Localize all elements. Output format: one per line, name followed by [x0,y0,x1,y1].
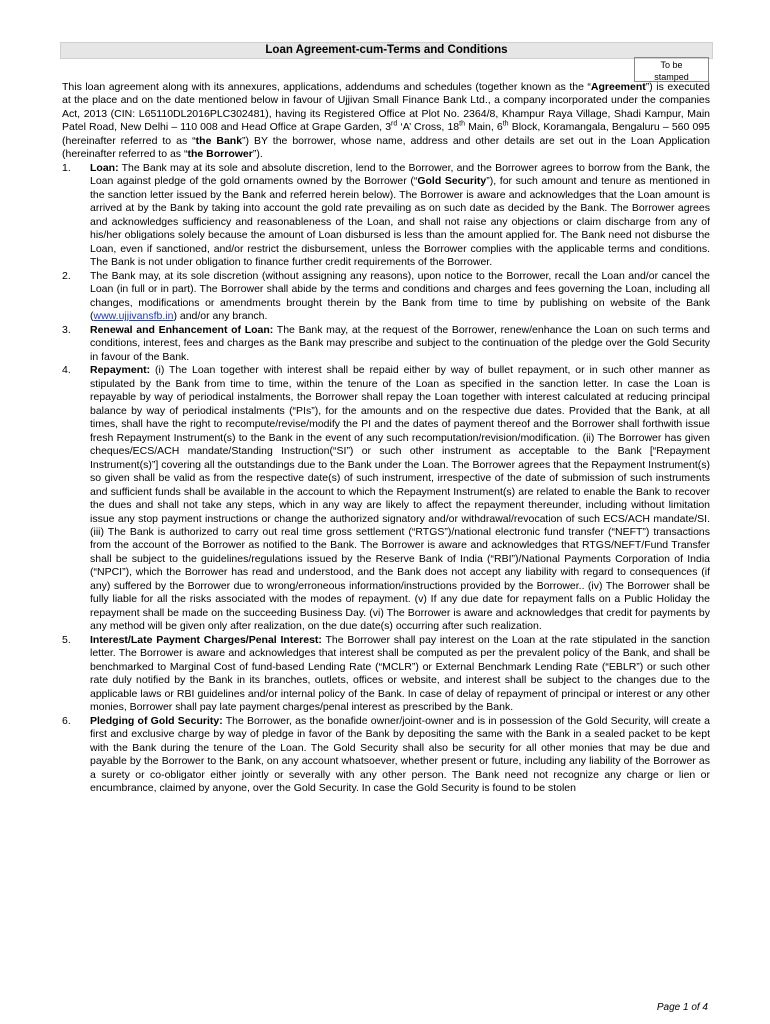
clause-number: 6. [62,714,71,727]
clause-number: 1. [62,161,71,174]
stamp-line-1: To be [660,60,683,70]
clause-heading: Repayment: [90,364,151,377]
bank-website-link[interactable]: www.ujjivansfb.in [93,310,174,323]
clause-heading: Interest/Late Payment Charges/Penal Interest: [90,633,322,646]
clause-4-repayment: 4. Repayment: (i) The Loan together with interest shall be repaid either by way of bullet repayment, or in such other manner as stipulated by the Bank from time to time, within the tenure of the Loan as specified in the sanction letter. In case the Loan is repayable by way of periodical instalments, the Borrower shall repay the Loan together with interest calculated at reducing principal balance by way of periodical instalments (“PIs”), for the amounts and on the respective due dates. Provided that the Bank, at all times, shall have the right to recompute/revise/modify the PI and the dates of payment thereof and the Borrower shall forthwith issue fresh Repayment Instrument(s) to the Bank in the event of any such recomputation/revision/modification. (ii) The Borrower has given cheques/ECS/ACH mandate/Standing Instruction(“SI”) or such other instrument as acceptable to the Bank [“Repayment Instrument(s)”] covering all the outstandings due to the Bank under the Loan. The Borrower agrees that the Repayment Instrument(s) so given shall be valid as from the respective date(s) of such instrument, irrespective of the date of submission of such instruments and sufficient funds shall be available in the account to which the Repayment Instrument(s) are related to enable the Bank to recover the dues and shall not take any steps, which in any way are likely to affect the repayment thereunder, including without limitation issue any stop payment instructions or change the authorized signatory and/or withdrawal/revocation of such ECS/ACH mandate/SI. (iii) The Bank is authorized to carry out real time gross settlement (“RTGS”)/national electronic fund transfer (“NEFT”) transactions from the account of the Borrower as notified to the Bank. The Borrower is aware and acknowledges that RTGS/NEFT/Fund Transfer shall be subject to the guidelines/regulations issued by the Reserve Bank of India (“RBI”)/National Payments Corporation of India (“NPCI”), which the Borrower has read and understood, and the Bank does not accept any liability with regard to consequences (if any) suffered by the Borrower due to wrong/erroneous information/instructions provided by the Borrower.. (iv) The Borrower shall be fully liable for all the risks associated with the modes of repayment. (v) If any due date for repayment falls on a Public Holiday the repayment shall be made on the succeeding Business Day. (vi) The Borrower is aware and acknowledges that credit for payments by any method will be given only after realization, on the due date(s) occurring after such realization. [62,364,710,633]
document-title: Loan Agreement-cum-Terms and Conditions [60,42,713,59]
agreement-body [62,81,710,796]
clause-number: 2. [62,269,71,282]
clause-3-renewal: 3. Renewal and Enhancement of Loan: The Bank may, at the request of the Borrower, renew/enhance the Loan on such terms and conditions, interest, fees and charges as the Bank may prescribe and subject to the continuation of the pledge over the Gold Security in favour of the Bank. [62,323,710,363]
clause-heading: Loan: [90,161,119,174]
clause-number: 5. [62,633,71,646]
clause-5-interest: 5. Interest/Late Payment Charges/Penal Interest: The Borrower shall pay interest on the Loan at the rate stipulated in the sanction letter. The Borrower is aware and acknowledges that interest shall be computed as per the prevalent policy of the Bank, and shall be benchmarked to Marginal Cost of fund-based Lending Rate (“MCLR”) or External Benchmark Lending Rate (“EBLR”) or such other rate duly notified by the Bank in its branches, outlets, offices or website, and interest shall be subject to the changes due to the applicable laws or RBI guidelines and/or internal policy of the Bank. In case of delay of repayment of principal or interest or any other monies, Borrower shall pay late payment charges/penal interest as prescribed by the Bank. [62,633,710,714]
clause-1-loan: 1. Loan: The Bank may at its sole and absolute discretion, lend to the Borrower, and the Borrower agrees to borrow from the Bank, the Loan against pledge of the gold ornaments owned by the Borrower (“Gold Security”), for such amount and tenure as mentioned in the sanction letter issued by the Bank and referred herein below). The Borrower is aware and acknowledges that the Loan amount is arrived at by the Bank by taking into account the gold rate prevailing as on such date as decided by the Bank. The Borrower agrees and acknowledges sufficiency and reasonableness of the Loan, and shall not raise any objections or claim discharge from any of his/her obligations solely because the amount of Loan disbursed is less than the amount applied for. The Bank need not disburse the Loan, even if sanctioned, and/or restrict the disbursement, unless the Borrower complies with the applicable terms and conditions. The Bank is not under obligation to finance further credit requirements of the Borrower. [62,161,710,269]
clause-heading: Pledging of Gold Security: [90,714,223,727]
clause-2-recall: 2. The Bank may, at its sole discretion (without assigning any reasons), upon notice to the Borrower, recall the Loan and/or cancel the Loan (in full or in part). The Borrower shall abide by the terms and conditions and charges and fees governing the Loan, including all changes, modifications or amendments brought therein by the Bank from time to time by publishing on website of the Bank (www.ujjivansfb.in) and/or any branch. [62,269,710,323]
clause-heading: Renewal and Enhancement of Loan: [90,323,274,336]
clause-number: 3. [62,323,71,336]
clause-number: 4. [62,364,71,377]
intro-paragraph: This loan agreement along with its annexures, applications, addendums and schedules (together known as the “Agreement”) is executed at the place and on the date mentioned below in favour of Ujjivan Small Finance Bank Ltd., a company incorporated under the companies Act, 2013 (CIN: L65110DL2016PLC302481), having its Registered Office at Plot No. 2364/8, Khampur Raya Village, Shadi Kampur, Main Patel Road, New Delhi – 110 008 and Head Office at Grape Garden, 3rd ‘A’ Cross, 18th Main, 6th Block, Koramangala, Bengaluru – 560 095 (hereinafter referred to as “the Bank”) BY the borrower, whose name, address and other details are set out in the Loan Application (hereinafter referred to as “the Borrower”). [62,81,710,161]
page-number: Page 1 of 4 [656,1002,708,1013]
stamp-line-2: stamped [654,72,689,82]
stamp-box [634,57,709,82]
clause-6-pledging: 6. Pledging of Gold Security: The Borrower, as the bonafide owner/joint-owner and is in possession of the Gold Security, will create a first and exclusive charge by way of pledge in favor of the Bank by depositing the same with the Bank in a sealed packet to be kept with the Bank during the tenure of the Loan. The Gold Security shall also be security for all other monies that may be due and payable by the Borrower to the Bank, on any account whatsoever, whether present or future, including any liability of the Borrower as a surety or co-obligator either jointly or severally with any other person. The Bank need not recognize any charge or lien or encumbrance, claimed by anyone, over the Gold Security. In case the Gold Security is found to be stolen [62,714,710,795]
